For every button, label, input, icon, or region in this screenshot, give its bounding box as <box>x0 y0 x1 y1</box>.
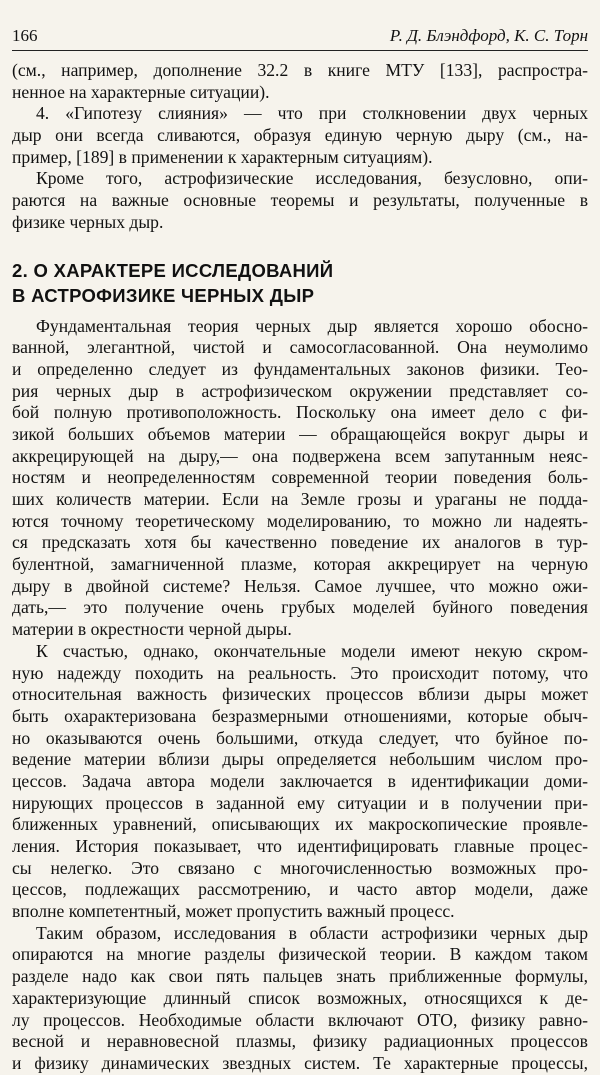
text-line: рия черных дыр в астрофизическом окружении представляет со- <box>12 380 588 401</box>
text-line: весной и неравновесной плазмы, физику радиационных процессов <box>12 1031 588 1052</box>
paragraph-item-4 <box>12 103 588 168</box>
text-line: дыру в двойной системе? Нельзя. Самое лучшее, что можно ожи- <box>12 575 588 596</box>
text-line: К счастью, однако, окончательные модели имеют некую скром- <box>36 640 588 661</box>
text-line: дать,— это получение очень грубых моделей буйного поведения <box>12 597 588 618</box>
text-line: Таким образом, исследования в области астрофизики черных дыр <box>36 922 588 943</box>
text-line: ведение материи вблизи дыры определяется небольшим числом про- <box>12 749 588 770</box>
text-line: быть охарактеризована безразмерными отношениями, которые обыч- <box>12 705 588 726</box>
text-line: разделе надо как свои пять пальцев знать приближенные формулы, <box>12 966 588 987</box>
text-line: материи в окрестности черной дыры. <box>12 619 292 640</box>
page-body <box>12 60 588 1075</box>
heading-line: В АСТРОФИЗИКЕ ЧЕРНЫХ ДЫР <box>12 284 315 306</box>
paragraph-fortunately <box>12 641 588 923</box>
text-line: ностям и неопределенностям современной теории поведения боль- <box>12 467 588 488</box>
running-head: Р. Д. Блэндфорд, К. С. Торн <box>389 26 588 45</box>
text-line: цессов, подлежащих рассмотрению, и часто автор модели, даже <box>12 879 588 900</box>
text-line: 4. «Гипотезу слияния» — что при столкновении двух черных <box>36 103 588 124</box>
header-rule <box>12 50 588 51</box>
text-line: (см., например, дополнение 32.2 в книге МТУ [133], распростра- <box>12 60 588 80</box>
text-line: пример, [189] в применении к характерным ситуациям). <box>12 146 433 167</box>
text-line: опираются на многие разделы физической теории. В каждом таком <box>12 944 588 965</box>
text-line: сы нелегко. Это связано с многочисленностью возможных про- <box>12 857 588 878</box>
text-line: физике черных дыр. <box>12 211 164 232</box>
text-line: зикой больших объемов материи — обращающейся вокруг дыры и <box>12 423 588 444</box>
paragraph-thus <box>12 923 588 1075</box>
text-line: ближенных уравнений, описывающих их макроскопические проявле- <box>12 814 588 835</box>
text-line: но оказываются очень большими, откуда следует, что буйное по- <box>12 727 588 748</box>
text-line: Кроме того, астрофизические исследования, безусловно, опи- <box>36 168 588 189</box>
text-line: лу процессов. Необходимые области включают ОТО, физику равно- <box>12 1009 588 1030</box>
text-line: ванной, элегантной, чистой и самосогласованной. Она неумолимо <box>12 337 588 358</box>
text-line: ших количеств материи. Если на Земле грозы и ураганы не подда- <box>12 489 588 509</box>
text-line: ются точному теоретическому моделированию, то можно ли надеять- <box>12 510 588 531</box>
page-header <box>12 26 588 50</box>
text-line: вполне компетентный, может пропустить важный процесс. <box>12 901 455 922</box>
text-line: ления. История показывает, что идентифицировать главные процес- <box>12 836 588 856</box>
text-line: характеризующие длинный список возможных, относящихся к де- <box>12 987 588 1008</box>
paragraph-moreover <box>12 168 588 233</box>
text-line: Фундаментальная теория черных дыр является хорошо обосно- <box>36 315 588 336</box>
text-line: ся предсказать хотя бы качественно поведение их аналогов в тур- <box>12 532 588 553</box>
text-line: и определенно следует из фундаментальных законов физики. Тео- <box>12 358 588 379</box>
text-line: и физику динамических звездных систем. Те характерные процессы, <box>12 1052 588 1073</box>
text-line: нирующих процессов в заданной ему ситуации и в получении при- <box>12 792 588 813</box>
paragraph-intro <box>12 60 588 103</box>
section-heading <box>12 258 588 308</box>
text-line: ную надежду походить на реальность. Это происходит потому, что <box>12 662 588 683</box>
text-line: аккрецирующей на дыру,— она подвержена всем запутанным неяс- <box>12 445 588 466</box>
text-line: дыр они всегда сливаются, образуя единую черную дыру (см., на- <box>12 125 588 146</box>
text-line: бой полную противоположность. Поскольку она имеет дело с фи- <box>12 402 588 423</box>
text-line: ненное на характерные ситуации). <box>12 81 270 102</box>
text-line: раются на важные основные теоремы и результаты, полученные в <box>12 190 588 211</box>
page-number: 166 <box>12 26 38 45</box>
text-line: цессов. Задача автора модели заключается в идентификации доми- <box>12 770 588 791</box>
paragraph-fundamental <box>12 316 588 641</box>
heading-line: 2. О ХАРАКТЕРЕ ИССЛЕДОВАНИЙ <box>12 259 334 281</box>
text-line: булентной, замагниченной плазме, которая аккрецирует на черную <box>12 554 588 575</box>
text-line: относительная важность физических процессов вблизи дыры может <box>12 684 588 705</box>
